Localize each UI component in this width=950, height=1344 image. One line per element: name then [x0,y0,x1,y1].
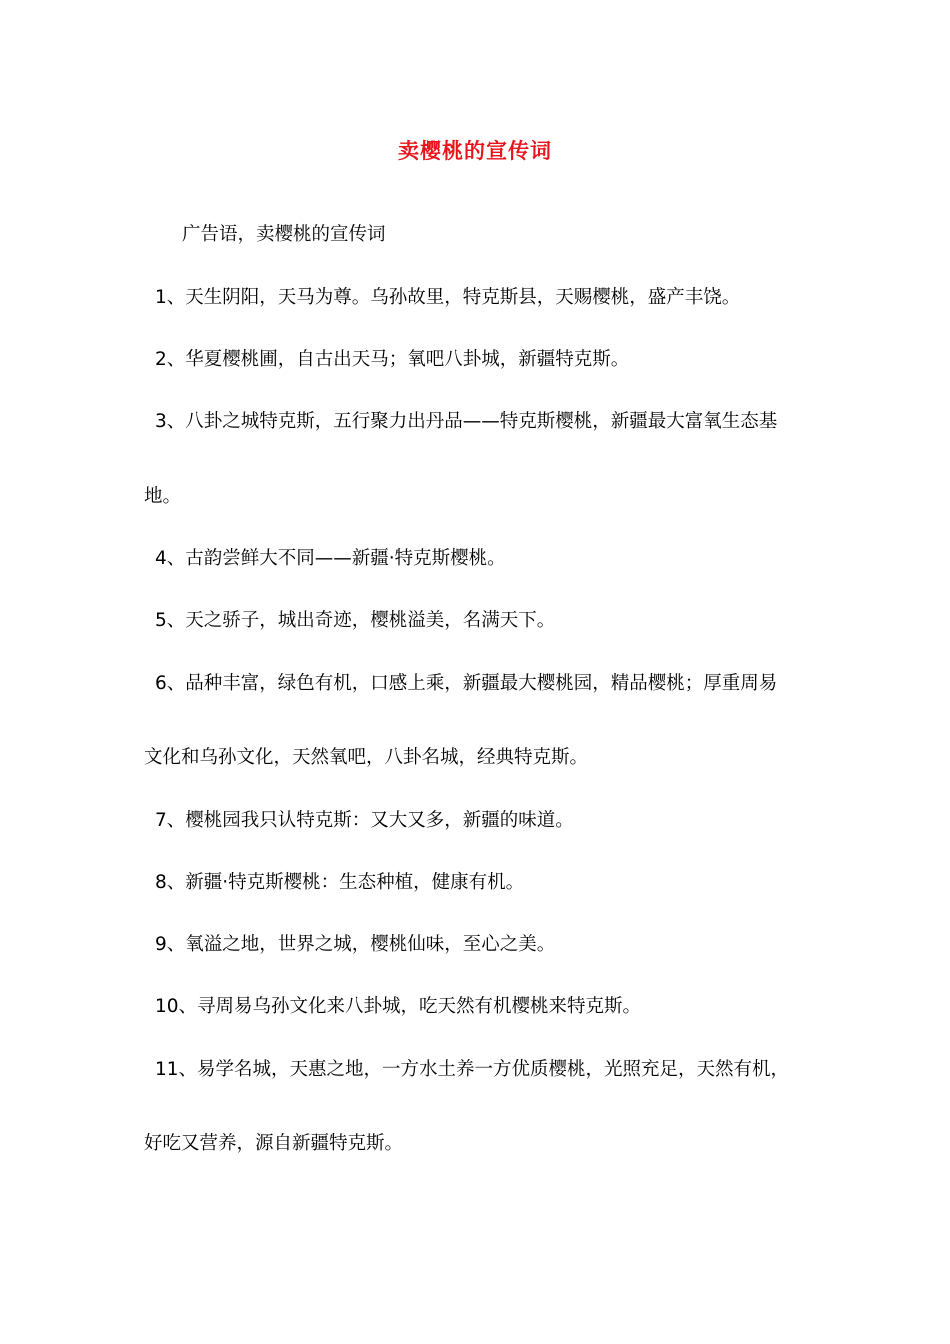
document-title: 卖樱桃的宣传词 [398,139,552,163]
text-line: 3、八卦之城特克斯，五行聚力出丹品——特克斯樱桃，新疆最大富氧生态基 [155,411,778,432]
text-line: 地。 [144,486,182,507]
text-line: 11、易学名城，天惠之地，一方水土养一方优质樱桃，光照充足，天然有机， [155,1059,790,1080]
text-line: 5、天之骄子，城出奇迹，樱桃溢美，名满天下。 [155,610,556,631]
text-line: 2、华夏樱桃圃，自古出天马；氧吧八卦城，新疆特克斯。 [155,349,630,370]
text-line: 1、天生阴阳，天马为尊。乌孙故里，特克斯县，天赐樱桃，盛产丰饶。 [155,287,741,308]
text-line: 文化和乌孙文化，天然氧吧，八卦名城，经典特克斯。 [144,747,589,768]
text-line: 6、品种丰富，绿色有机，口感上乘，新疆最大樱桃园，精品樱桃；厚重周易 [155,673,778,694]
text-line: 4、古韵尝鲜大不同——新疆·特克斯樱桃。 [155,548,506,569]
intro-line: 广告语，卖樱桃的宣传词 [182,224,386,245]
text-line: 好吃又营养，源自新疆特克斯。 [144,1133,404,1154]
text-line: 10、寻周易乌孙文化来八卦城，吃天然有机樱桃来特克斯。 [155,996,642,1017]
text-line: 8、新疆·特克斯樱桃：生态种植，健康有机。 [155,872,525,893]
text-line: 9、氧溢之地，世界之城，樱桃仙味，至心之美。 [155,934,556,955]
text-line: 7、樱桃园我只认特克斯：又大又多，新疆的味道。 [155,810,574,831]
